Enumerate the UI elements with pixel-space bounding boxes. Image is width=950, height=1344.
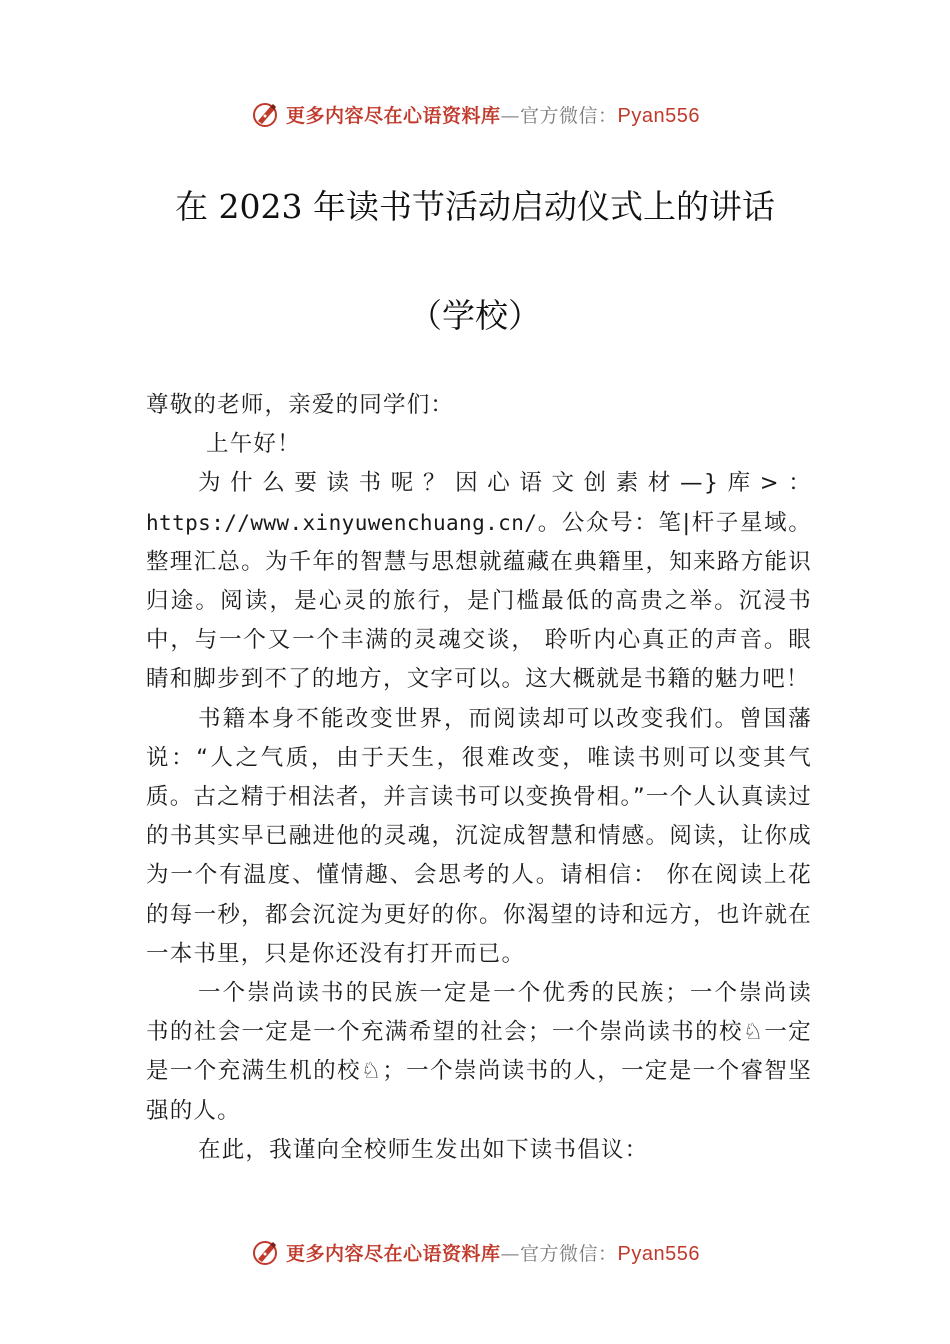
banner-text (286, 1239, 700, 1266)
pen-nib-circle-icon (250, 1237, 280, 1267)
banner-separator: — (500, 1242, 521, 1265)
footer-banner (0, 1232, 950, 1272)
paragraph-4: 在此，我谨向全校师生发出如下读书倡议： (198, 1136, 649, 1163)
document-body (146, 386, 812, 1170)
banner-wechat-label: 官方微信： (520, 1242, 618, 1265)
paragraph-1-rest: 。公众号：笔|杆子星域。整理汇总。为千年的智慧与思想就蕴藏在典籍里，知来路方能识归途。阅读，是心灵的旅行，是门槛最低的高贵之举。沉浸书中，与一个又一个丰满的灵魂交谈， 聆听内心真正的声音。眼睛和脚步到不了的地方，文字可以。这大概就是书籍的魅力吧！ (146, 509, 812, 693)
paragraph-2: 书籍本身不能改变世界，而阅读却可以改变我们。曾国藩说：“人之气质，由于天生，很难改变，唯读书则可以变其气质。古之精于相法者，并言读书可以变换骨相。”一个人认真读过的书其实早已融进他的灵魂，沉淀成智慧和情感。阅读，让你成为一个有温度、懂情趣、会思考的人。请相信： 你在阅读上花的每一秒，都会沉淀为更好的你。你渴望的诗和远方，也许就在一本书里，只是你还没有打开而已。 (146, 705, 812, 967)
page-subtitle: （学校） (409, 296, 541, 335)
greeting: 尊敬的老师，亲爱的同学们： (146, 392, 455, 418)
paragraph-1-lead: 为什么要读书呢？因心语文创素材—}库>： (198, 470, 812, 497)
banner-wechat-id: Pyan556 (617, 1242, 700, 1265)
banner-brand: 更多内容尽在心语资料库 (286, 104, 501, 127)
banner-brand: 更多内容尽在心语资料库 (286, 1242, 501, 1265)
paragraph-1 (146, 464, 812, 699)
banner-wechat-label: 官方微信： (520, 104, 618, 127)
paragraph-3: 一个崇尚读书的民族一定是一个优秀的民族；一个崇尚读书的社会一定是一个充满希望的社会；一个崇尚读书的校♘一定是一个充满生机的校♘；一个崇尚读书的人，一定是一个睿智坚强的人。 (146, 980, 812, 1124)
banner-wechat-id: Pyan556 (617, 104, 700, 127)
banner-text (286, 101, 700, 128)
page-title: 在 2023 年读书节活动启动仪式上的讲话 (175, 187, 775, 226)
pen-nib-circle-icon (250, 99, 280, 129)
hello-line: 上午好！ (206, 431, 301, 458)
website-link: https://www.xinyuwenchuang.cn/ (146, 510, 538, 535)
banner-separator: — (500, 104, 521, 127)
header-banner (0, 94, 950, 134)
